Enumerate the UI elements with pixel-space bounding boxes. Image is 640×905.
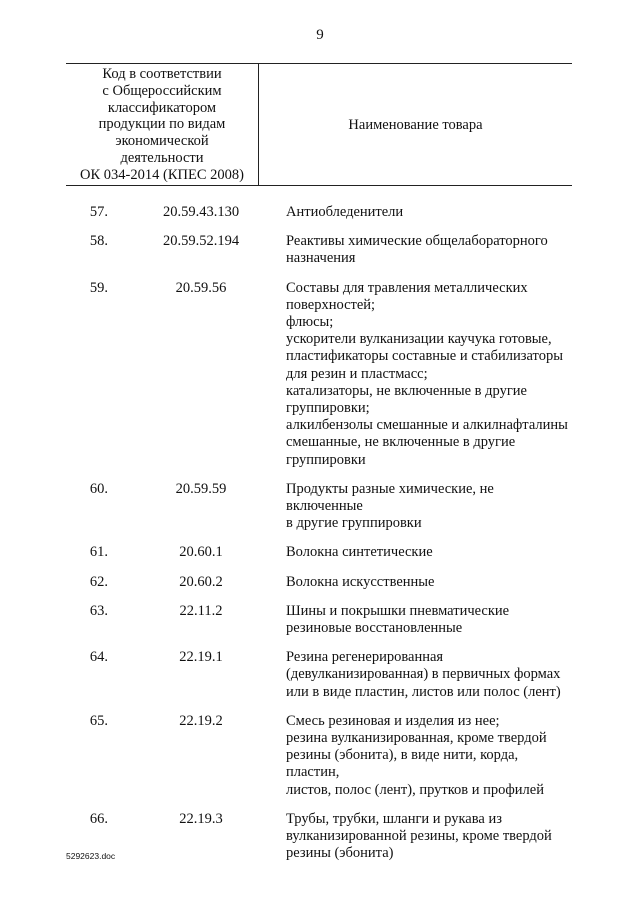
row-goods-name-line: резины (эбонита) xyxy=(286,845,394,862)
row-goods-name-line: или в виде пластин, листов или полос (лент) xyxy=(286,683,561,700)
row-goods-name-line: Резина регенерированная xyxy=(286,649,444,666)
header-top-rule xyxy=(66,63,572,64)
header-code-line: ОК 034-2014 (КПЕС 2008) xyxy=(80,166,244,183)
row-goods-name-line: катализаторы, не включенные в другие xyxy=(286,382,527,399)
page-number: 9 xyxy=(316,27,324,43)
row-goods-name-line: Антиобледенители xyxy=(286,204,404,220)
footer-filename: 5292623.doc xyxy=(66,851,116,861)
header-code-line: с Общероссийским xyxy=(102,82,222,99)
row-goods-name-line: резины (эбонита), в виде нити, корда, пластин, xyxy=(286,747,519,781)
row-goods-name-line: поверхностей; xyxy=(286,296,376,313)
row-code: 20.59.43.130 xyxy=(162,204,240,220)
row-goods-name-line: Смесь резиновая и изделия из нее; xyxy=(286,712,500,729)
table-row xyxy=(66,280,572,469)
table-row xyxy=(66,544,572,561)
row-goods-name xyxy=(268,280,572,469)
row-goods-name-line: резиновые восстановленные xyxy=(286,620,463,637)
row-code: 20.59.56 xyxy=(175,279,227,296)
header-code-line: Код в соответствии xyxy=(102,66,222,82)
row-code: 20.60.2 xyxy=(179,573,223,590)
row-goods-name-line: группировки; xyxy=(286,400,370,417)
row-goods-name-line: Продукты разные химические, не включенные xyxy=(286,480,494,515)
row-goods-name-line: назначения xyxy=(286,250,356,267)
row-code: 22.19.2 xyxy=(179,712,223,729)
goods-table-body xyxy=(66,204,572,875)
table-row xyxy=(66,233,572,267)
table-row xyxy=(66,574,572,591)
row-goods-name xyxy=(268,713,572,799)
row-goods-name-line: для резин и пластмасс; xyxy=(286,365,428,382)
header-name-column: Наименование товара xyxy=(348,117,483,133)
row-goods-name-line: ускорители вулканизации каучука готовые, xyxy=(286,331,552,348)
row-goods-name-line: пластификаторы составные и стабилизаторы xyxy=(286,348,563,365)
row-goods-name xyxy=(268,544,572,561)
table-row xyxy=(66,811,572,863)
row-number: 60. xyxy=(89,480,108,497)
row-number: 66. xyxy=(89,810,108,827)
row-code: 20.59.52.194 xyxy=(162,233,240,250)
row-goods-name-line: Волокна искусственные xyxy=(286,573,435,590)
row-goods-name-line: листов, полос (лент), прутков и профилей xyxy=(286,781,544,798)
row-goods-name-line: Трубы, трубки, шланги и рукава из xyxy=(286,810,502,827)
row-goods-name-line: Шины и покрышки пневматические xyxy=(286,602,510,619)
row-number: 64. xyxy=(89,649,108,666)
row-goods-name xyxy=(268,574,572,591)
row-number: 65. xyxy=(89,712,108,729)
row-number: 62. xyxy=(89,573,108,590)
row-code: 22.19.3 xyxy=(179,810,223,827)
row-code: 22.11.2 xyxy=(179,602,223,619)
row-goods-name-line: Реактивы химические общелабораторного xyxy=(286,233,548,250)
row-goods-name xyxy=(268,649,572,701)
row-goods-name xyxy=(268,204,572,221)
header-code-line: продукции по видам xyxy=(98,116,226,133)
row-number: 58. xyxy=(89,233,108,250)
row-code: 20.59.59 xyxy=(175,480,227,497)
row-goods-name-line: (девулканизированная) в первичных формах xyxy=(286,666,561,683)
table-row xyxy=(66,649,572,701)
row-code: 22.19.1 xyxy=(179,649,223,666)
table-row xyxy=(66,713,572,799)
row-goods-name xyxy=(268,481,572,533)
row-goods-name-line: в другие группировки xyxy=(286,515,422,532)
row-number: 61. xyxy=(89,544,108,561)
row-goods-name-line: Составы для травления металлических xyxy=(286,279,528,296)
header-code-line: классификатором xyxy=(107,99,217,116)
row-goods-name xyxy=(268,811,572,863)
row-goods-name xyxy=(268,233,572,267)
table-row xyxy=(66,603,572,637)
row-code: 20.60.1 xyxy=(179,544,223,561)
header-code-line: экономической xyxy=(115,133,209,150)
header-code-column xyxy=(66,66,258,184)
row-goods-name-line: флюсы; xyxy=(286,314,334,331)
header-bottom-rule xyxy=(66,185,572,186)
row-goods-name-line: Волокна синтетические xyxy=(286,544,433,561)
row-number: 57. xyxy=(89,204,108,220)
row-goods-name-line: вулканизированной резины, кроме твердой xyxy=(286,828,552,845)
table-row xyxy=(66,204,572,221)
row-goods-name xyxy=(268,603,572,637)
row-number: 59. xyxy=(89,279,108,296)
header-code-line: деятельности xyxy=(120,149,204,166)
row-goods-name-line: группировки xyxy=(286,451,366,468)
row-number: 63. xyxy=(89,602,108,619)
row-goods-name-line: смешанные, не включенные в другие xyxy=(286,434,516,451)
table-row xyxy=(66,481,572,533)
row-goods-name-line: резина вулканизированная, кроме твердой xyxy=(286,730,547,747)
row-goods-name-line: алкилбензолы смешанные и алкилнафталины xyxy=(286,417,568,434)
